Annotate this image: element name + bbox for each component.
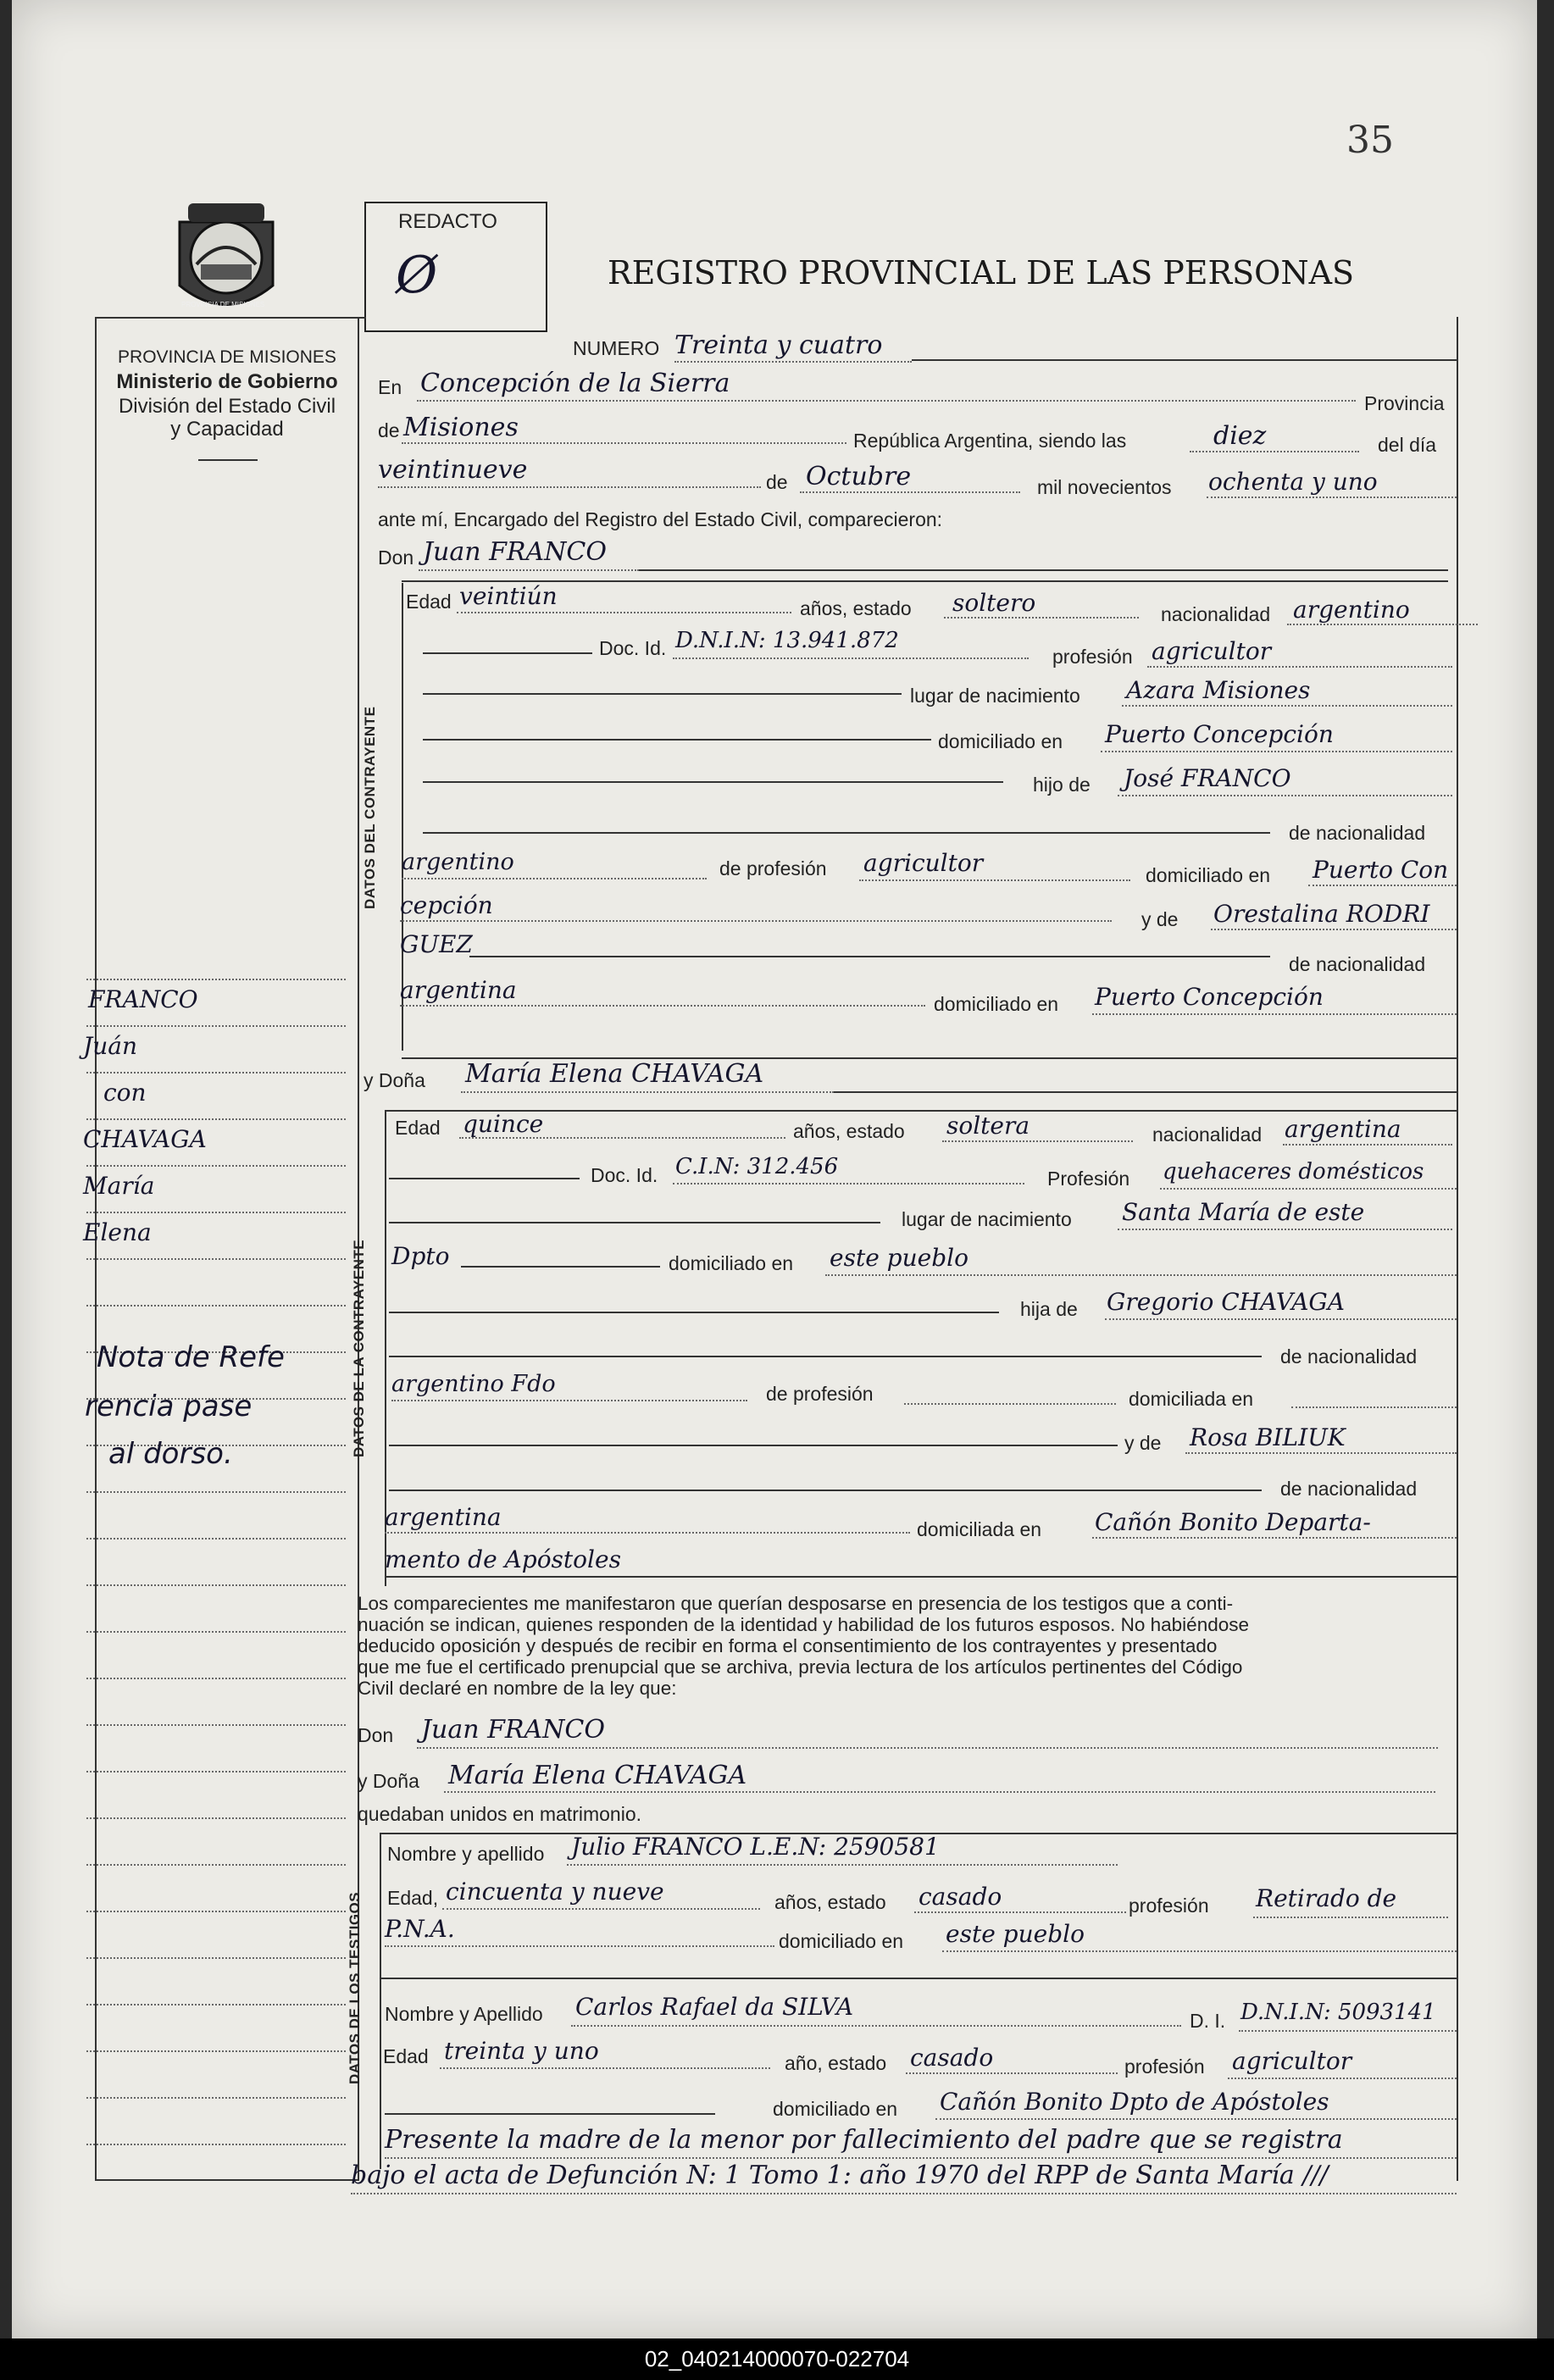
statement-line-3: deducido oposición y después de recibir en forma el consentimiento de los contrayentes y presentado (358, 1635, 1218, 1656)
register-page (12, 0, 1537, 2338)
w2-nombre: Carlos Rafael da SILVA (575, 1993, 854, 2021)
bride-nacionalidad: argentina (1285, 1115, 1401, 1143)
de-mes-label: de (766, 471, 788, 493)
margin-note-con: con (103, 1079, 147, 1107)
groom-doc-label: Doc. Id. (599, 637, 667, 659)
w1-profesion-label: profesión (1129, 1895, 1209, 1917)
margin-note-name-bride-2: Elena (83, 1218, 152, 1246)
bride-y-de-label: y de (1124, 1432, 1162, 1454)
w2-domicilio-label: domiciliado en (773, 2098, 898, 2120)
bride-madre-dom-label: domiciliada en (917, 1518, 1042, 1540)
w1-nombre: Julio FRANCO L.E.N: 2590581 (571, 1833, 940, 1861)
groom-padre-prof: agricultor (863, 849, 984, 877)
groom-profesion: agricultor (1152, 637, 1272, 665)
bride-nacionalidad-label: nacionalidad (1152, 1123, 1263, 1146)
w2-nombre-label: Nombre y Apellido (385, 2003, 543, 2025)
bride-domicilio-label: domiciliado en (669, 1252, 794, 1274)
groom-madre-nac: argentina (400, 976, 517, 1004)
bride-madre-dom-1: Cañón Bonito Departa- (1095, 1508, 1371, 1536)
bride-dona-label: y Doña (364, 1069, 425, 1091)
hora-value: diez (1213, 421, 1267, 451)
union-don: Juan FRANCO (421, 1715, 605, 1745)
bride-madre-nac: argentina (385, 1503, 502, 1531)
groom-nacionalidad: argentino (1293, 596, 1410, 624)
groom-don-label: Don (378, 546, 414, 569)
bride-section-label: DATOS DE LA CONTRAYENTE (351, 1239, 367, 1457)
bride-name: María Elena CHAVAGA (465, 1059, 764, 1089)
statement-line-4: que me fue el certificado prenupcial que se archiva, previa lectura de los artículos pertinentes del Código (358, 1656, 1243, 1678)
margin-note-name-groom: Juán (83, 1032, 137, 1060)
numero-value: Treinta y cuatro (674, 330, 883, 360)
w2-profesion-label: profesión (1124, 2055, 1205, 2078)
bride-anios-label: años, estado (793, 1120, 905, 1142)
ministry-label: Ministerio de Gobierno (116, 370, 338, 393)
groom-padre: José FRANCO (1124, 764, 1291, 792)
w1-domicilio: este pueblo (946, 1920, 1085, 1948)
province-label: PROVINCIA DE MISIONES (118, 347, 336, 367)
bride-padre: Gregorio CHAVAGA (1107, 1288, 1345, 1316)
numero-label: NUMERO (573, 337, 660, 359)
bride-madre: Rosa BILIUK (1190, 1423, 1346, 1451)
union-dona-label: y Doña (358, 1770, 419, 1792)
groom-domicilio-label: domiciliado en (938, 730, 1063, 752)
w2-edad-label: Edad (383, 2045, 429, 2067)
groom-padre-prof-label: de profesión (719, 857, 827, 879)
groom-madre-1: Orestalina RODRI (1213, 900, 1430, 928)
page-number: 35 (1346, 119, 1394, 162)
union-don-label: Don (358, 1724, 394, 1746)
groom-padre-dom-label: domiciliado en (1146, 864, 1271, 886)
w1-edad: cincuenta y nueve (446, 1878, 664, 1906)
groom-nacionalidad-label: nacionalidad (1161, 603, 1271, 625)
groom-estado: soltero (952, 589, 1036, 617)
statement-line-1: Los comparecientes me manifestaron que querían desposarse en presencia de los testigos que a conti- (358, 1593, 1234, 1614)
provincia-label: Provincia (1364, 392, 1445, 414)
w2-edad: treinta y uno (444, 2037, 599, 2065)
w2-domicilio: Cañón Bonito Dpto de Apóstoles (940, 2088, 1329, 2116)
ante-mi-text: ante mí, Encargado del Registro del Estado Civil, comparecieron: (378, 508, 943, 530)
redacto-mark: Ø (396, 246, 438, 305)
bride-estado: soltera (946, 1112, 1030, 1140)
w2-estado: casado (910, 2044, 994, 2072)
redacto-box (364, 202, 547, 332)
w2-doc: D.N.I.N: 5093141 (1240, 2000, 1436, 2025)
w1-domicilio-label: domiciliado en (779, 1930, 904, 1952)
w1-nombre-label: Nombre y apellido (387, 1843, 545, 1865)
margin-annotation-line-1: Nota de Refe (97, 1340, 285, 1374)
bride-madre-dom-2: mento de Apóstoles (385, 1545, 621, 1573)
republica-label: República Argentina, siendo las (853, 430, 1127, 452)
groom-y-de-label: y de (1141, 908, 1179, 930)
w1-profesion-1: Retirado de (1256, 1884, 1397, 1912)
groom-anios-label: años, estado (800, 597, 912, 619)
groom-madre-nac-label: de nacionalidad (1289, 953, 1426, 975)
groom-padre-dom-2: cepción (400, 891, 493, 919)
bride-doc-label: Doc. Id. (591, 1164, 658, 1186)
footnote-line-1: Presente la madre de la menor por fallecimiento del padre que se registra (385, 2125, 1343, 2155)
bride-padre-nac: argentino Fdo (391, 1371, 556, 1397)
de-value: Misiones (403, 413, 519, 442)
margin-note-surname-bride: CHAVAGA (83, 1125, 207, 1153)
en-label: En (378, 376, 402, 398)
de-label: de (378, 419, 400, 441)
groom-section-label: DATOS DEL CONTRAYENTE (362, 706, 378, 909)
margin-note-surname-groom: FRANCO (88, 985, 198, 1013)
bride-hija-label: hija de (1020, 1298, 1078, 1320)
bride-edad-label: Edad (395, 1117, 441, 1139)
groom-name: Juan FRANCO (423, 537, 607, 567)
groom-lugar-label: lugar de nacimiento (910, 685, 1080, 707)
union-dona: María Elena CHAVAGA (448, 1761, 747, 1790)
w1-anios-label: años, estado (774, 1891, 886, 1913)
groom-edad-label: Edad (406, 591, 452, 613)
w2-doc-label: D. I. (1190, 2010, 1226, 2032)
groom-domicilio: Puerto Concepción (1105, 720, 1334, 748)
statement-line-2: nuación se indican, quienes responden de la identidad y habilidad de los futuros esposos. No habiéndose (358, 1614, 1249, 1635)
margin-annotation-line-3: al dorso. (108, 1437, 233, 1471)
image-caption: 02_040214000070-022704 (0, 2338, 1554, 2380)
statement-paragraph (358, 1593, 1451, 1699)
witnesses-section-label: DATOS DE LOS TESTIGOS (347, 1891, 363, 2084)
footnote-line-2: bajo el acta de Defunción N: 1 Tomo 1: año 1970 del RPP de Santa María /// (351, 2161, 1329, 2190)
statement-line-5: Civil declaré en nombre de la ley que: (358, 1678, 677, 1699)
groom-edad: veintiún (459, 582, 558, 610)
redacto-label: REDACTO (398, 210, 497, 233)
bride-madre-nac-label: de nacionalidad (1280, 1478, 1418, 1500)
bride-profesion-label: Profesión (1047, 1168, 1130, 1190)
bride-padre-nac-label: de nacionalidad (1280, 1345, 1418, 1368)
bride-padre-dom-label: domiciliada en (1129, 1388, 1254, 1410)
dia-value: veintinueve (378, 455, 528, 485)
groom-madre-2: GUEZ (400, 930, 473, 958)
division-label: División del Estado Civil (118, 395, 336, 418)
groom-madre-dom-label: domiciliado en (934, 993, 1059, 1015)
w1-estado: casado (919, 1883, 1002, 1911)
margin-note-name-bride-1: María (83, 1172, 155, 1200)
margin-annotation-line-2: rencia pase (85, 1390, 253, 1423)
w1-profesion-2: P.N.A. (385, 1915, 455, 1943)
bride-lugar-1: Santa María de este (1122, 1198, 1365, 1226)
groom-padre-nac: argentino (402, 849, 514, 875)
register-title: REGISTRO PROVINCIAL DE LAS PERSONAS (608, 254, 1355, 291)
groom-doc: D.N.I.N: 13.941.872 (675, 628, 899, 653)
groom-padre-dom-1: Puerto Con (1313, 856, 1449, 884)
capacidad-label: y Capacidad (170, 418, 284, 441)
mes-value: Octubre (806, 462, 912, 491)
groom-lugar: Azara Misiones (1126, 676, 1311, 704)
groom-madre-dom: Puerto Concepción (1095, 983, 1324, 1011)
mil-label: mil novecientos (1037, 476, 1172, 498)
w1-edad-label: Edad, (387, 1887, 439, 1909)
quedaban-text: quedaban unidos en matrimonio. (358, 1803, 642, 1825)
bride-profesion: quehaceres domésticos (1163, 1159, 1424, 1184)
bride-lugar-2: Dpto (391, 1242, 450, 1270)
w2-profesion: agricultor (1232, 2047, 1352, 2075)
groom-hijo-label: hijo de (1033, 774, 1091, 796)
bride-doc: C.I.N: 312.456 (675, 1154, 839, 1179)
en-value: Concepción de la Sierra (420, 369, 730, 398)
anio-value: ochenta y uno (1208, 468, 1378, 496)
bride-lugar-label: lugar de nacimiento (902, 1208, 1072, 1230)
bride-domicilio: este pueblo (830, 1244, 968, 1272)
groom-profesion-label: profesión (1052, 646, 1133, 668)
w2-anios-label: año, estado (785, 2052, 887, 2074)
del-dia-label: del día (1378, 434, 1437, 456)
seal-label: PROVINCIA DE MISIONES (181, 301, 265, 308)
groom-padre-nac-label: de nacionalidad (1289, 822, 1426, 844)
bride-edad: quince (463, 1110, 544, 1138)
bride-padre-prof-label: de profesión (766, 1383, 874, 1405)
